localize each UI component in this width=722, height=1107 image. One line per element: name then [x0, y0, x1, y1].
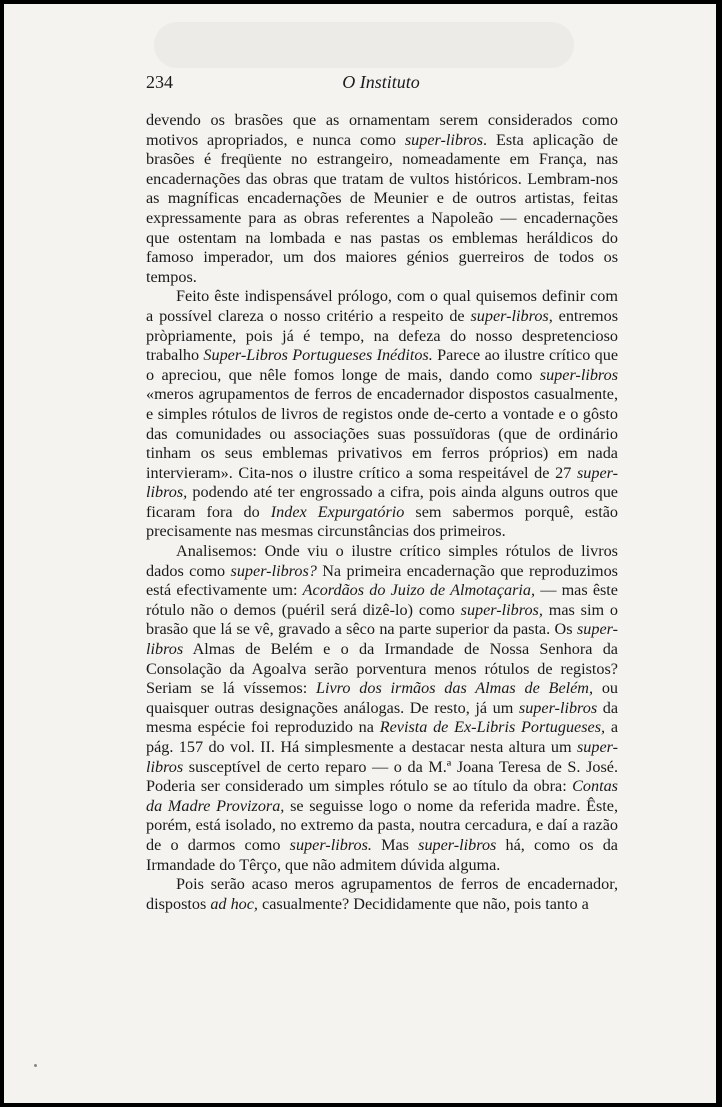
text-span: casualmente? Decididamente que não, pois tanto a [257, 894, 589, 913]
page-header [146, 72, 616, 100]
text-span: Mas [371, 835, 419, 854]
body-text [146, 111, 618, 914]
text-span: «meros agrupamentos de ferros de encadernador dispostos casualmente, e simples rótulos de livros de registos onde de-certo a vontade e o gôsto das comunidades ou associações suas possuïdoras (que de ordinário tinham os seus emblemas privativos em ferros próprios) em nada intervieram». Cita-nos o ilustre crítico a soma respeitável de 27 [146, 385, 618, 482]
italic-span: Contas da Madre Provizora, [146, 777, 618, 815]
italic-span: super-libros [518, 698, 598, 717]
italic-span: super-libros? [230, 561, 317, 580]
bleed-through-shadow [154, 22, 574, 68]
text-span: há, como os da Irmandade do Têrço, que não admitem dúvida alguma. [146, 835, 618, 874]
text-span: susceptível de certo reparo — o da M.ª Joana Teresa de S. José. Poderia ser considerado um simples rótulo se ao título da obra: [146, 757, 618, 796]
paragraph [146, 111, 618, 287]
text-span: ou quaisquer outras designações análogas. De resto, já um [146, 679, 619, 717]
text-span: Feito êste indispensável prólogo, com o qual quisemos definir com a possível clareza o nosso critério a respeito de [146, 287, 618, 325]
italic-span: super-libros, [146, 463, 618, 502]
text-span: Almas de Belém e o da Irmandade de Nossa Senhora da Consolação da Agoalva serão porventura menos rótulos de registos? Seriam se lá víssemos: [146, 640, 618, 698]
text-span: sem sabermos porquê, estão precisamente nas mesmas circunstâncias dos primeiros. [146, 502, 618, 541]
paragraph [146, 287, 618, 542]
paragraph [146, 875, 618, 914]
running-title: O Instituto [342, 72, 420, 92]
italic-span: super-libros [418, 835, 497, 854]
paragraph [146, 542, 618, 875]
italic-span: ad hoc, [210, 894, 258, 913]
text-span: devendo os brasões que as ornamentam serem considerados como motivos apropriados, e nunca como [146, 111, 618, 149]
italic-span: super-libros. [289, 835, 372, 854]
italic-span: super-libros [404, 130, 484, 149]
text-span: Analisemos: Onde viu o ilustre crítico simples rótulos de livros dados como [146, 542, 618, 580]
paper-speck [34, 1064, 37, 1067]
italic-span: Index Expurgatório [270, 502, 405, 521]
text-span: . Esta aplicação de brasões é freqüente no estrangeiro, nomeadamente em França, nas encadernações das obras que tratam de vultos históricos. Lembram-nos as magníficas encadernações de Meunier e de outros artistas, feitas expressamente para as obras referentes a Napoleão — encadernações que ostentam na lombada e nas pastas os emblemas heráldicos do famoso imperador, um dos maiores génios guerreiros de todos os tempos. [146, 130, 618, 286]
book-page [4, 4, 716, 1103]
italic-span: Super-Libros Portugueses Inéditos. [203, 346, 433, 365]
page-number: 234 [146, 72, 173, 92]
italic-span: Revista de Ex-Libris Portugueses, [379, 718, 606, 737]
italic-span: super-libros, [460, 600, 543, 619]
italic-span: super-libros [146, 738, 618, 776]
text-span: Parece ao ilustre crítico que o apreciou, que nêle fomos longe de mais, dando como [146, 346, 619, 384]
text-span: — mas êste rótulo não o demos (puéril será dizê-lo) como [146, 581, 618, 619]
italic-span: Acordãos do Juizo de Almotaçaria, [302, 581, 536, 600]
text-span: a pág. 157 do vol. II. Há simplesmente a destacar nesta altura um [146, 718, 619, 756]
text-span: Na primeira encadernação que reproduzimos está efectivamente um: [146, 561, 618, 600]
italic-span: super-libros, [470, 306, 553, 325]
italic-span: Livro dos irmãos das Almas de Belém, [316, 679, 594, 698]
text-span: mas sim o brasão que lá se vê, gravado a sêco na parte superior da pasta. Os [146, 600, 618, 639]
text-span: se seguisse logo o nome da referida madre. Êste, porém, está isolado, no extremo da pasta, noutra cercadura, e daí a razão de o darmos como [146, 796, 618, 854]
text-span: podendo até ter engrossado a cifra, pois ainda alguns outros que ficaram fora do [146, 483, 618, 521]
italic-span: super-libros [146, 620, 618, 659]
italic-span: super-libros [539, 365, 618, 384]
text-span: Pois serão acaso meros agrupamentos de ferros de encadernador, dispostos [146, 875, 618, 913]
text-span: da mesma espécie foi reproduzido na [146, 698, 618, 737]
text-span: entremos pròpriamente, pois já é tempo, na defeza do nosso despretencioso trabalho [146, 306, 618, 365]
